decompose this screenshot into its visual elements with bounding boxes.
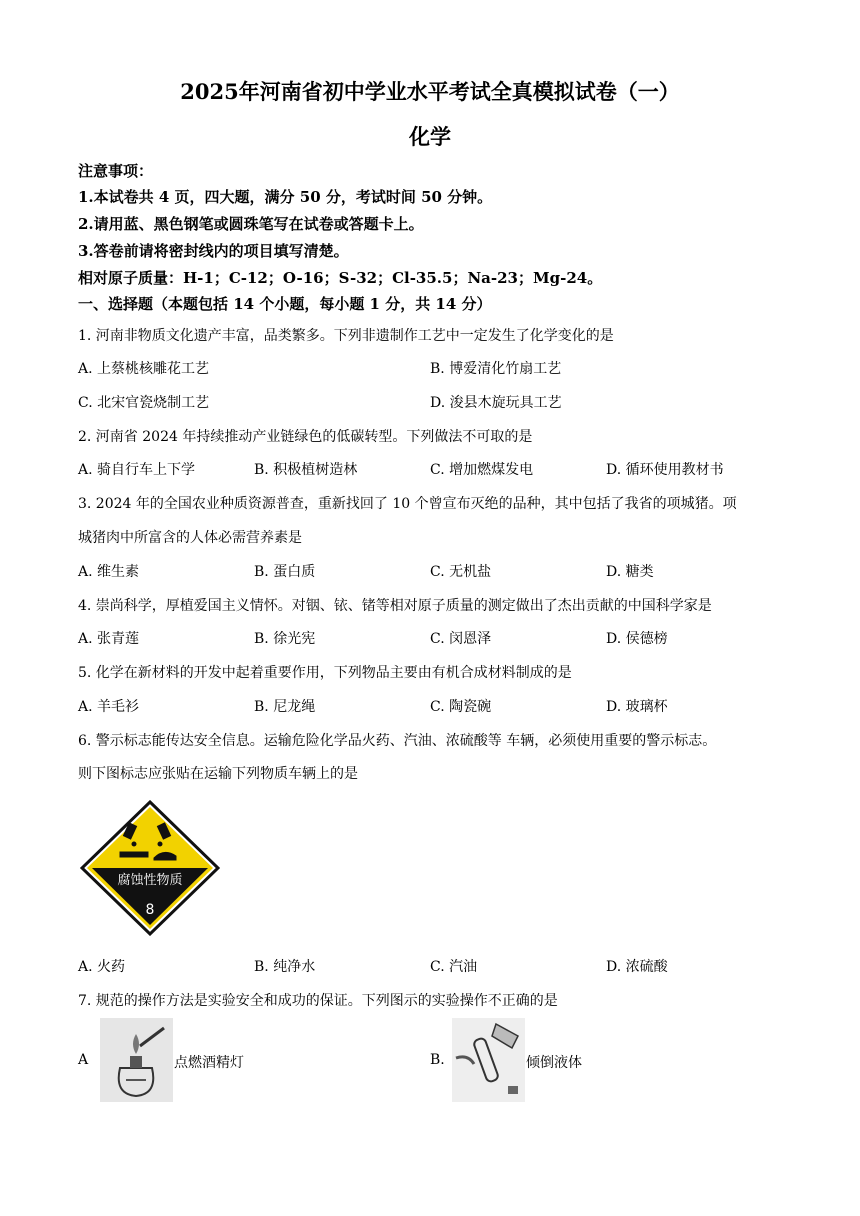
- corrosive-warning-sign: [80, 800, 220, 936]
- option-a: A. 张青莲: [78, 631, 140, 647]
- question-stem-cont: 城猪肉中所富含的人体必需营养素是: [78, 530, 302, 546]
- option-c: C. 北宋官瓷烧制工艺: [78, 395, 210, 411]
- option-b: B. 积极植树造林: [254, 462, 358, 478]
- option-d: D. 循环使用教材书: [606, 462, 724, 478]
- question-stem: 3. 2024 年的全国农业种质资源普查，重新找回了 10 个曾宣布灭绝的品种，其中包括了我省的项城猪。项: [78, 496, 737, 512]
- option-b: B. 博爱清化竹扇工艺: [430, 361, 562, 377]
- option-d: D. 玻璃杯: [606, 699, 668, 715]
- notice-heading: 注意事项：: [78, 162, 154, 180]
- atomic-mass-line: 相对原子质量：H-1；C-12；O-16；S-32；Cl-35.5；Na-23；Mg-24。: [78, 269, 603, 287]
- question-stem: 1. 河南非物质文化遗产丰富，品类繁多。下列非遗制作工艺中一定发生了化学变化的是: [78, 328, 614, 344]
- subject-title: 化学: [409, 124, 451, 149]
- option-d: D. 糖类: [606, 564, 654, 580]
- question-stem: 7. 规范的操作方法是实验安全和成功的保证。下列图示的实验操作不正确的是: [78, 993, 558, 1009]
- question-stem-cont: 则下图标志应张贴在运输下列物质车辆上的是: [78, 766, 358, 782]
- option-b: B. 蛋白质: [254, 564, 316, 580]
- sign-number: 8: [145, 902, 155, 918]
- question-stem: 4. 崇尚科学，厚植爱国主义情怀。对铟、铱、锗等相对原子质量的测定做出了杰出贡献的中国科学家是: [78, 598, 712, 614]
- option-b: B. 纯净水: [254, 959, 316, 975]
- sign-label: 腐蚀性物质: [117, 873, 183, 888]
- exam-title: 2025年河南省初中学业水平考试全真模拟试卷（一）: [180, 79, 680, 104]
- option-a: A. 火药: [78, 959, 126, 975]
- alcohol-lamp-image: [100, 1018, 173, 1102]
- option-a-letter: A: [78, 1052, 89, 1068]
- option-d: D. 侯德榜: [606, 631, 668, 647]
- option-b: B. 徐光宪: [254, 631, 316, 647]
- option-b: B. 尼龙绳: [254, 699, 316, 715]
- pouring-liquid-image: [452, 1018, 525, 1102]
- option-c: C. 无机盐: [430, 564, 492, 580]
- option-d: D. 浓硫酸: [606, 959, 668, 975]
- question-stem: 2. 河南省 2024 年持续推动产业链绿色的低碳转型。下列做法不可取的是: [78, 429, 533, 445]
- option-b-text: 倾倒液体: [526, 1055, 582, 1071]
- notice-item: 1.本试卷共 4 页，四大题，满分 50 分，考试时间 50 分钟。: [78, 188, 493, 206]
- option-c: C. 闵恩泽: [430, 631, 492, 647]
- notice-item: 2.请用蓝、黑色钢笔或圆珠笔写在试卷或答题卡上。: [78, 215, 424, 233]
- question-stem: 5. 化学在新材料的开发中起着重要作用，下列物品主要由有机合成材料制成的是: [78, 665, 572, 681]
- option-a-text: 点燃酒精灯: [174, 1055, 244, 1071]
- option-c: C. 陶瓷碗: [430, 699, 492, 715]
- option-a: A. 上蔡桃核雕花工艺: [78, 361, 210, 377]
- option-a: A. 骑自行车上下学: [78, 462, 196, 478]
- option-c: C. 汽油: [430, 959, 478, 975]
- option-d: D. 浚县木旋玩具工艺: [430, 395, 562, 411]
- option-a: A. 羊毛衫: [78, 699, 140, 715]
- section-heading: 一、选择题（本题包括 14 个小题，每小题 1 分，共 14 分）: [78, 295, 492, 313]
- option-b-letter: B.: [430, 1052, 445, 1068]
- option-a: A. 维生素: [78, 564, 140, 580]
- notice-item: 3.答卷前请将密封线内的项目填写清楚。: [78, 242, 349, 260]
- question-stem: 6. 警示标志能传达安全信息。运输危险化学品火药、汽油、浓硫酸等 车辆，必须使用重要的警示标志。: [78, 733, 717, 749]
- option-c: C. 增加燃煤发电: [430, 462, 534, 478]
